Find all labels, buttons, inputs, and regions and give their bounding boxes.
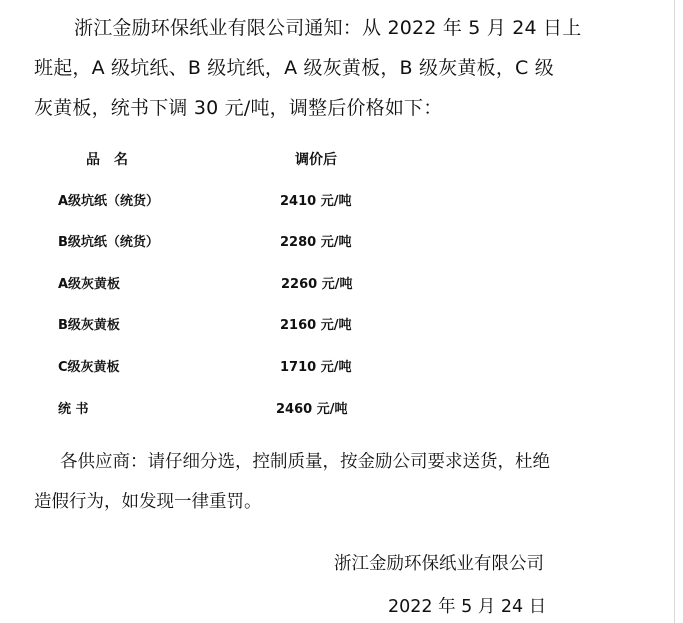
row-2-product: B级坑纸（统货） (58, 235, 159, 250)
row-3-price: 2260 元/吨 (281, 277, 353, 292)
row-5-product: C级灰黄板 (58, 360, 120, 375)
row-5-price: 1710 元/吨 (280, 360, 352, 375)
signature-date: 2022 年 5 月 24 日 (388, 597, 547, 617)
row-4-product: B级灰黄板 (58, 318, 120, 333)
row-4-price: 2160 元/吨 (280, 318, 352, 333)
row-6-product: 统 书 (58, 402, 89, 417)
notice-line-2: 班起，A 级坑纸、B 级坑纸，A 级灰黄板，B 级灰黄板，C 级 (34, 57, 554, 79)
supplier-notice-line-2: 造假行为，如发现一律重罚。 (34, 492, 262, 512)
notice-line-1: 浙江金励环保纸业有限公司通知：从 2022 年 5 月 24 日上 (74, 17, 582, 39)
row-6-price: 2460 元/吨 (276, 402, 348, 417)
row-3-product: A级灰黄板 (58, 277, 121, 292)
supplier-notice-line-1: 各供应商：请仔细分选，控制质量，按金励公司要求送货，杜绝 (60, 452, 550, 472)
notice-line-3: 灰黄板，统书下调 30 元/吨，调整后价格如下： (34, 97, 443, 119)
row-2-price: 2280 元/吨 (280, 235, 352, 250)
supplier-notice-paragraph (34, 442, 634, 522)
row-1-product: A级坑纸（统货） (58, 194, 160, 209)
row-1-price: 2410 元/吨 (280, 194, 352, 209)
header-product-name: 品 名 (86, 152, 128, 168)
header-adjusted-price: 调价后 (295, 152, 337, 168)
signature-company: 浙江金励环保纸业有限公司 (334, 554, 544, 574)
